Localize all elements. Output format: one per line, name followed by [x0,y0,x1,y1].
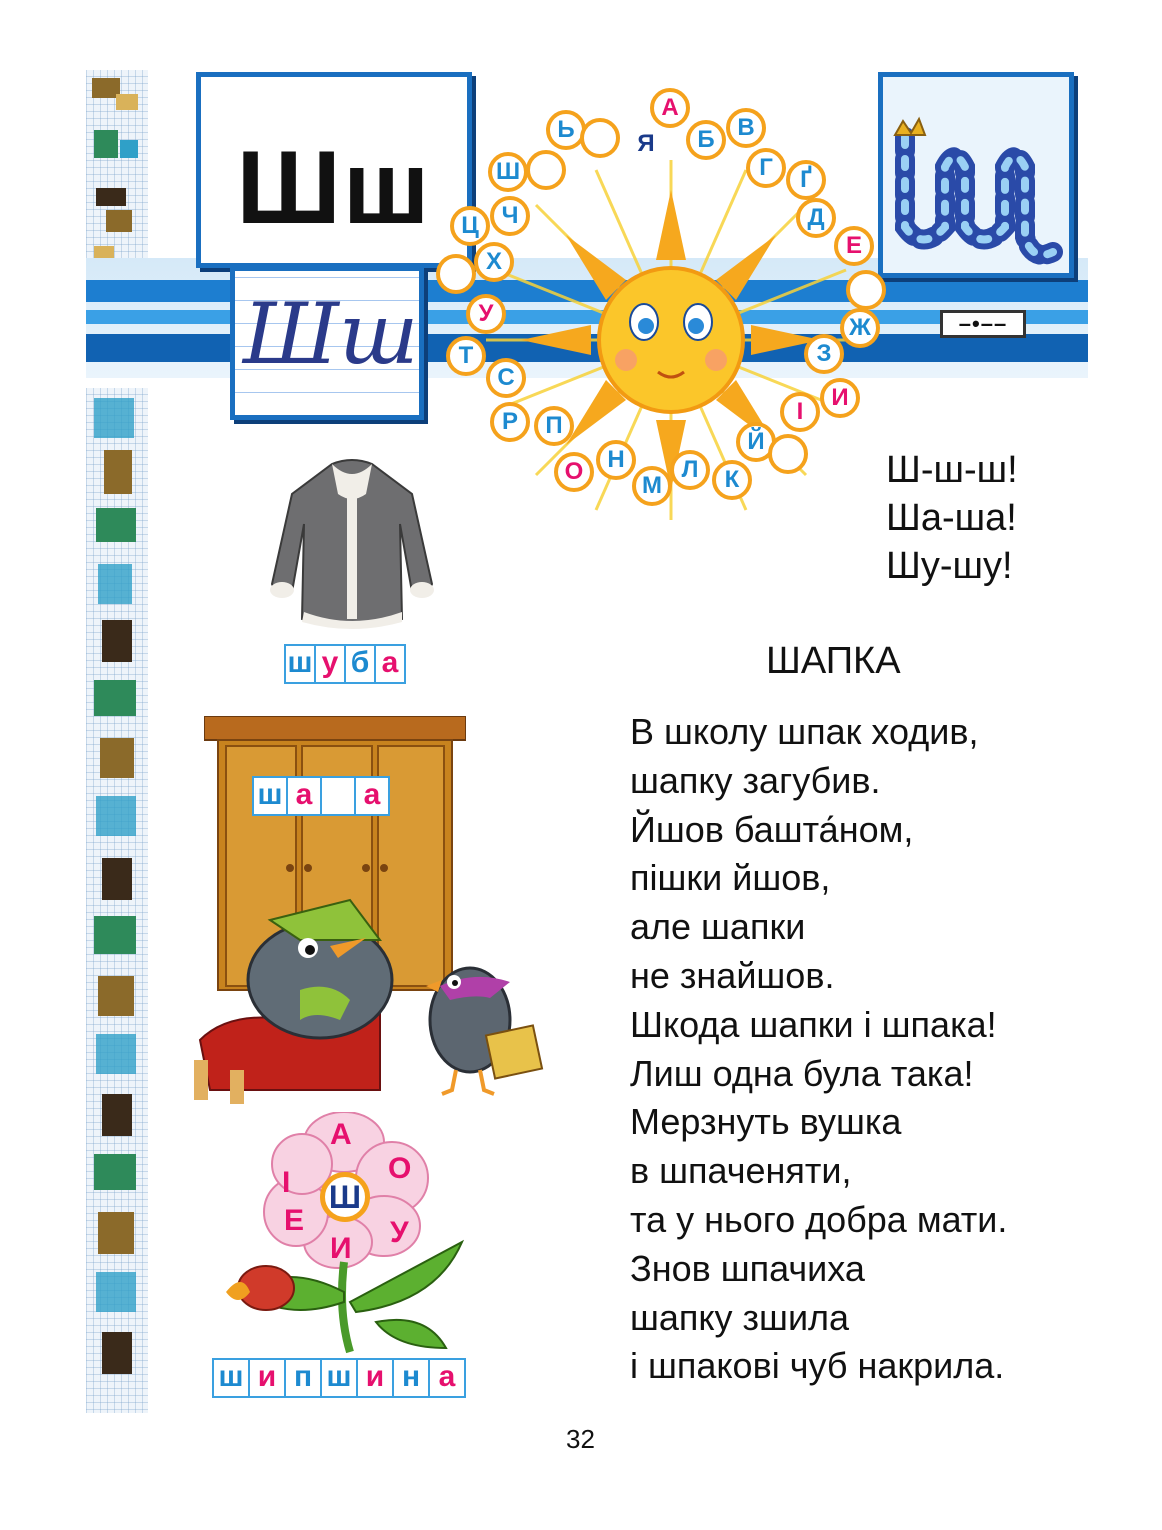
word-shypshyna [212,1358,464,1398]
ring-empty-circle [768,434,808,474]
ornament-strip-top [86,70,148,270]
poem-title: ШАПКА [766,640,901,682]
flower-vowel-e: Е [284,1204,305,1237]
ornament-strip-main [86,388,148,1413]
poem-line: не знайшов. [630,954,835,996]
flower-vowel-u: У [390,1216,409,1249]
ring-letter-z: З [804,334,844,374]
word-cell: и [356,1358,394,1398]
ring-empty-circle [580,118,620,158]
ring-letter-y: И [820,378,860,418]
ring-letter-n: Н [596,440,636,480]
flower-vowel-a: А [330,1118,352,1151]
ring-letter-a: А [650,88,690,128]
ring-letter-ya: Я [637,130,655,157]
word-cell: а [374,644,406,684]
poem-body [630,708,1007,1391]
ring-letter-s: С [486,358,526,398]
ring-letter-l: Л [670,450,710,490]
word-cell: у [314,644,346,684]
starlings-illustration [190,890,550,1108]
poem-line: В школу шпак ходив, [630,711,979,752]
sound-line: Шу-шу! [886,545,1013,587]
print-letter: Шш [236,130,432,246]
word-cell: н [392,1358,430,1398]
poem-line: Лиш одна була така! [630,1052,974,1094]
word-cell: б [344,644,376,684]
ring-letter-p: П [534,406,574,446]
poem-line: шапку загубив. [630,759,881,801]
ring-letter-b: Б [686,120,726,160]
flower-vowel-y: И [330,1232,352,1265]
sound-exclamations [886,446,1018,590]
ring-letter-g: Ґ [786,160,826,200]
poem-line: Знов шпачиха [630,1247,865,1289]
word-cell: ш [320,1358,358,1398]
ring-letter-k: К [712,460,752,500]
poem-line: пішки йшов, [630,857,831,899]
poem-line: але шапки [630,906,806,948]
poem-line: в шпаченяти, [630,1150,852,1192]
ring-letter-r: Р [490,402,530,442]
ring-letter-m: М [632,466,672,506]
print-letter-card [196,72,472,268]
ring-letter-i: І [780,392,820,432]
ring-letter-t: Т [446,336,486,376]
poem-line: та у нього добра мати. [630,1198,1008,1240]
scarf-letter-illustration [883,77,1069,273]
word-cell: ш [252,776,288,816]
ring-empty-circle [436,254,476,294]
ring-letter-h: Г [746,148,786,188]
poem-line: шапку зшила [630,1296,850,1338]
ring-letter-e: Е [834,226,874,266]
word-cell: а [428,1358,466,1398]
ring-empty-circle [846,270,886,310]
script-letter: Шш [243,285,419,383]
ring-letter-sh: Ш [488,152,528,192]
ring-empty-circle [526,150,566,190]
decorative-letter-card [878,72,1074,278]
ring-letter-soft-sign: Ь [546,110,586,150]
word-cell: ш [284,644,316,684]
ring-letter-u: У [466,294,506,334]
ring-letter-yi: Й [736,422,776,462]
flower-illustration [226,1112,486,1358]
sound-line: Ш-ш-ш! [886,449,1018,491]
flower-vowel-o: О [388,1152,412,1185]
word-cell: и [248,1358,286,1398]
word-cell-empty [320,776,356,816]
ring-letter-ch: Ч [490,196,530,236]
sound-scheme: –•–– [940,310,1026,338]
word-shafa [252,776,388,816]
poem-line: Мерзнуть вушка [630,1101,902,1143]
poem-line: Йшов башта́ном, [630,808,914,850]
ring-letter-d: Д [796,198,836,238]
word-shuba [284,644,404,684]
flower-vowel-i: І [282,1166,291,1199]
fur-coat-illustration [262,454,442,630]
ring-letter-ts: Ц [450,206,490,246]
ring-letter-kh: Х [474,242,514,282]
poem-line: Шкода шапки і шпака! [630,1003,997,1045]
flower-center-circle: Ш [320,1172,370,1222]
script-letter-card [230,266,424,420]
sound-line: Ша-ша! [886,497,1017,539]
page-number: 32 [566,1424,595,1454]
ring-letter-o: О [554,452,594,492]
ring-letter-zh: Ж [840,308,880,348]
word-cell: а [354,776,390,816]
word-cell: п [284,1358,322,1398]
poem-line: і шпакові чуб накрила. [630,1345,1005,1387]
word-cell: а [286,776,322,816]
word-cell: ш [212,1358,250,1398]
ring-letter-v: В [726,108,766,148]
